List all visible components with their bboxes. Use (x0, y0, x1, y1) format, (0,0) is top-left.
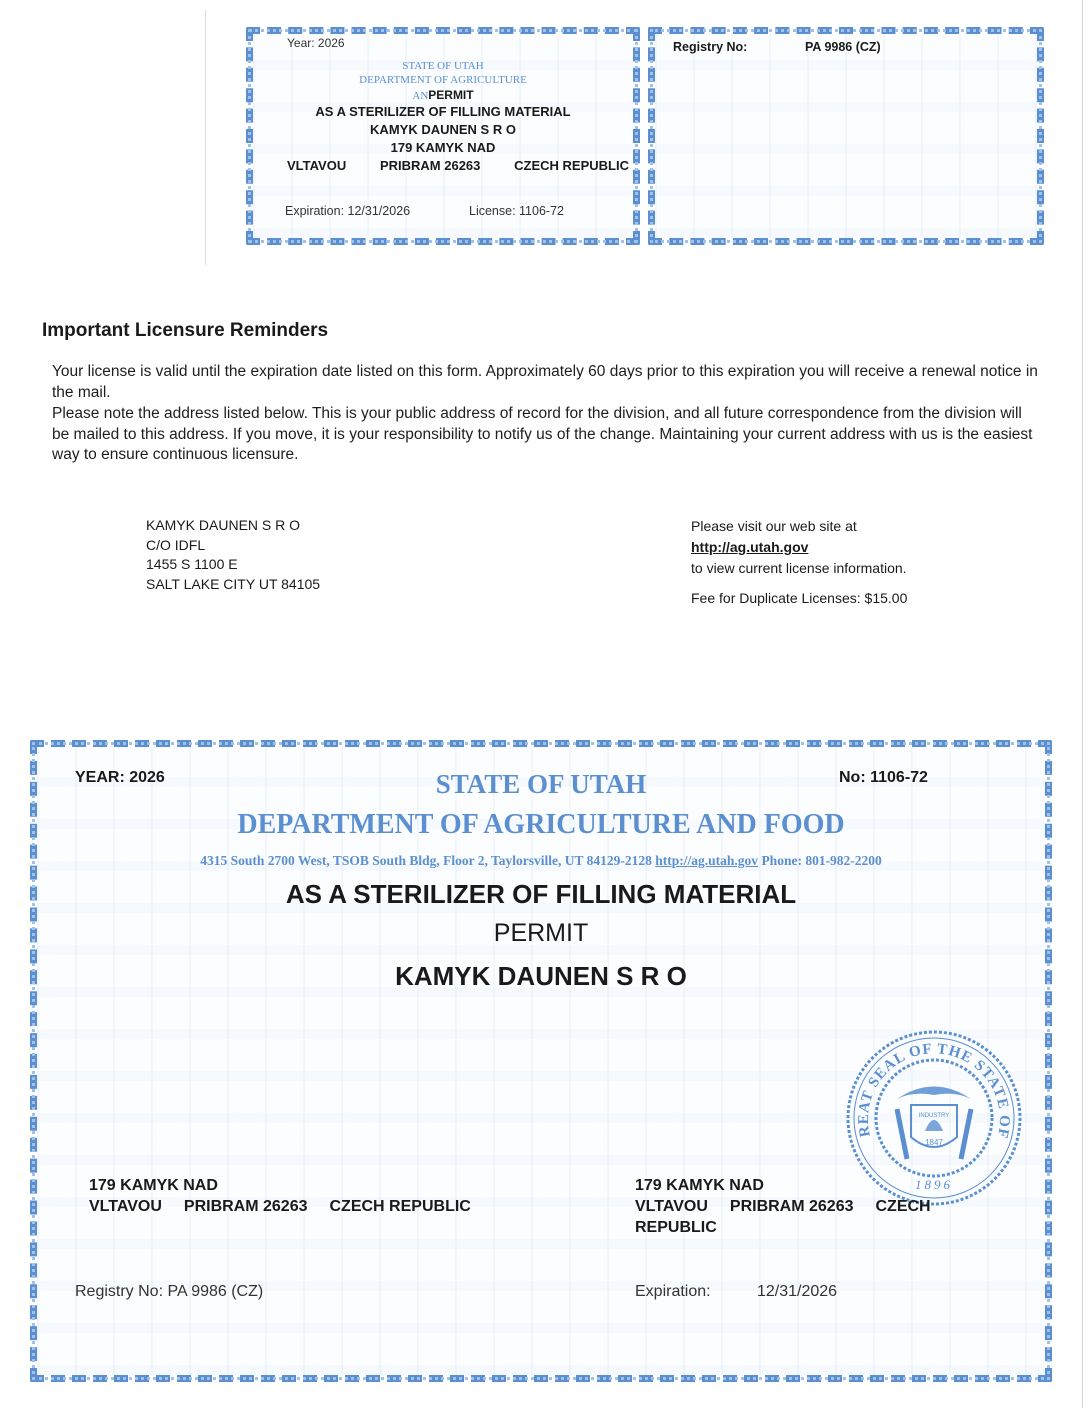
card-permit-label (253, 88, 633, 102)
card-year: Year: 2026 (287, 36, 345, 50)
card-permit-prefix: AN (412, 90, 429, 102)
certificate-registry-number: Registry No: PA 9986 (CZ) (75, 1283, 264, 1300)
certificate-permit-type: AS A STERILIZER OF FILLING MATERIAL (285, 879, 797, 909)
reminders-title: Important Licensure Reminders (42, 320, 329, 341)
address-left-line2 (89, 1196, 471, 1217)
wallet-card-back (648, 27, 1044, 245)
certificate-expiration-label: Expiration: (635, 1283, 711, 1300)
certificate-agency-title: STATE OF UTAH (435, 769, 647, 799)
address-right-city: VLTAVOU (635, 1198, 708, 1215)
card-address-line2 (287, 158, 629, 173)
duplicate-license-fee: Fee for Duplicate Licenses: $15.00 (691, 590, 908, 606)
card-permit-word: PERMIT (428, 88, 474, 102)
wallet-card-front (246, 27, 640, 245)
agency-address: 4315 South 2700 West, TSOB South Bldg, Floor 2, Taylorsville, UT 84129-2128 (200, 853, 656, 868)
certificate-year: YEAR: 2026 (75, 769, 165, 786)
certificate-permit-label: PERMIT (493, 919, 589, 947)
seal-inner-year: 1847 (925, 1138, 943, 1147)
card-agency-department: DEPARTMENT OF AGRICULTURE (359, 74, 527, 86)
card-registry-value: PA 9986 (CZ) (805, 40, 881, 54)
certificate-holder-name: KAMYK DAUNEN S R O (395, 961, 687, 991)
card-address-country: CZECH REPUBLIC (514, 158, 629, 173)
address-right-line1: 179 KAMYK NAD (635, 1177, 764, 1194)
mailing-address-line: KAMYK DAUNEN S R O (146, 517, 301, 533)
seal-outer-text: REAT SEAL OF THE STATE OF (855, 1041, 1013, 1140)
website-outro: to view current license information. (691, 560, 907, 576)
seal-motto: INDUSTRY (918, 1113, 950, 1119)
seal-outer-year: 1896 (915, 1177, 953, 1192)
reminder-paragraph-address: Please note the address listed below. This is your public address of record for the division, and all future correspondence from the division will be mailed to this address. If you move, it is your responsibility to notify us of the change. Maintaining your current address with us is the easiest way to ensure continuous licensure. (52, 405, 1033, 463)
permit-certificate (30, 740, 1052, 1382)
card-expiration: Expiration: 12/31/2026 (285, 204, 411, 218)
certificate-number: No: 1106-72 (839, 769, 928, 786)
svg-text:THE GREAT SEAL OF THE STATE OF (845, 1029, 1012, 1140)
mailing-address-line: 1455 S 1100 E (146, 556, 238, 572)
mailing-address-line: SALT LAKE CITY UT 84105 (146, 575, 321, 592)
agency-url-link[interactable]: http://ag.utah.gov (655, 853, 759, 868)
card-holder-name: KAMYK DAUNEN S R O (370, 122, 516, 137)
card-license-number: License: 1106-72 (469, 204, 564, 218)
cut-guide-line (205, 10, 206, 265)
website-info (691, 516, 907, 579)
card-address-region: PRIBRAM 26263 (379, 158, 481, 173)
card-address-line1: 179 KAMYK NAD (390, 140, 496, 155)
address-right-line2 (635, 1196, 980, 1217)
address-left-country: CZECH REPUBLIC (329, 1198, 471, 1215)
certificate-expiration-value: 12/31/2026 (757, 1283, 838, 1300)
address-left-city: VLTAVOU (89, 1198, 162, 1215)
card-agency-state: STATE OF UTAH (402, 60, 484, 72)
website-link[interactable]: http://ag.utah.gov (691, 539, 809, 555)
agency-phone: Phone: 801-982-2200 (758, 853, 882, 868)
reminder-paragraph-validity: Your license is valid until the expiration date listed on this form. Approximately 60 days prior to this expiration you will receive a renewal notice in the mail. (52, 363, 1038, 401)
card-address-city: VLTAVOU (287, 158, 347, 173)
page-edge-line (1082, 0, 1083, 1408)
address-right-country: CZECH (875, 1198, 931, 1215)
certificate-address-right (635, 1175, 980, 1238)
mailing-address-line: C/O IDFL (146, 536, 206, 553)
address-left-region: PRIBRAM 26263 (183, 1198, 308, 1215)
certificate-address-left (89, 1175, 471, 1217)
address-right-line3: REPUBLIC (635, 1219, 717, 1236)
mailing-address (146, 516, 320, 594)
card-registry-label: Registry No: (673, 40, 748, 54)
certificate-agency-contact (37, 853, 1045, 869)
card-permit-type: AS A STERILIZER OF FILLING MATERIAL (315, 104, 571, 119)
certificate-department: DEPARTMENT OF AGRICULTURE AND FOOD (237, 809, 845, 840)
address-left-line1: 179 KAMYK NAD (89, 1177, 218, 1194)
address-right-region: PRIBRAM 26263 (729, 1198, 854, 1215)
website-intro: Please visit our web site at (691, 518, 857, 534)
